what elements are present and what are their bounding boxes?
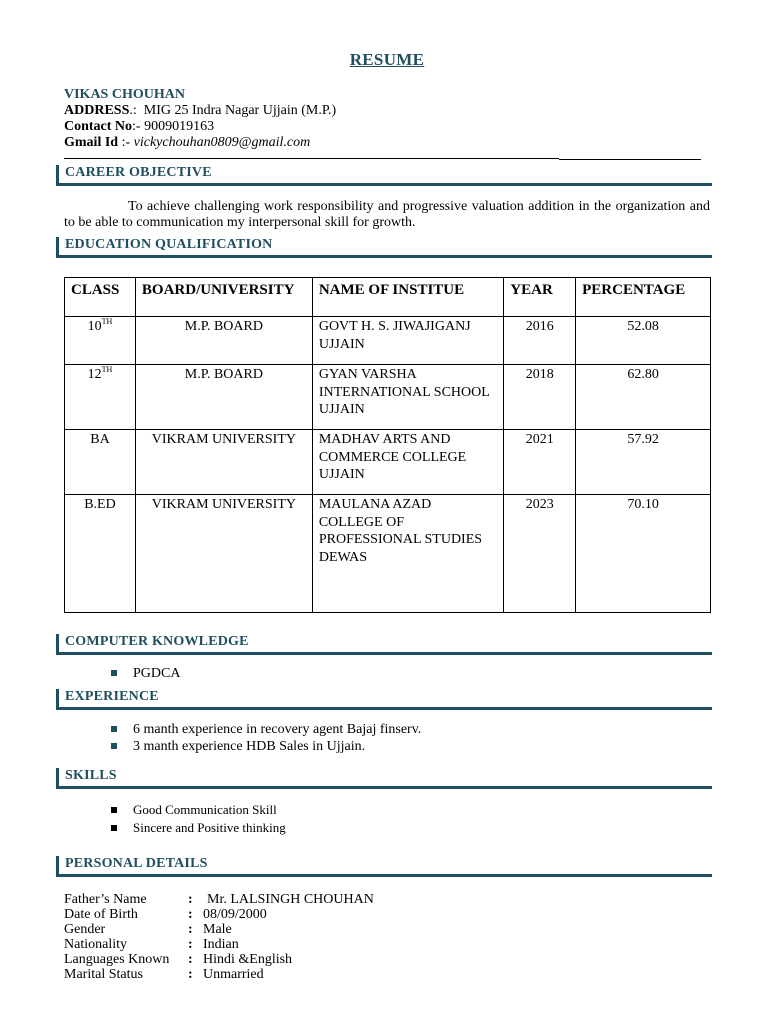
detail-colon: : <box>188 937 193 952</box>
detail-row <box>64 937 464 952</box>
section-education <box>56 237 712 258</box>
address-value: MIG 25 Indra Nagar Ujjain (M.P.) <box>143 103 337 118</box>
list-item <box>111 739 365 755</box>
table-row <box>65 365 711 430</box>
detail-colon: : <box>188 967 193 982</box>
class-superscript: TH <box>101 365 113 374</box>
table-row <box>65 430 711 495</box>
skill-item: Good Communication Skill <box>133 802 277 817</box>
list-item <box>111 722 421 738</box>
header-divider-tail <box>559 159 701 160</box>
objective-body: To achieve challenging work responsibility and progressive valuation addition in the organization and to be able to communication my interpersonal skill for growth. <box>64 199 710 230</box>
header-class: CLASS <box>65 278 136 317</box>
objective-text <box>64 199 710 231</box>
detail-value: 08/09/2000 <box>203 907 267 922</box>
email-value: vickychouhan0809@gmail.com <box>133 135 311 150</box>
detail-value: Male <box>203 922 232 937</box>
detail-value: Mr. LALSINGH CHOUHAN <box>207 892 374 907</box>
bullet-icon <box>111 726 117 732</box>
section-heading: COMPUTER KNOWLEDGE <box>65 634 249 649</box>
resume-title: RESUME <box>349 50 425 69</box>
bullet-icon <box>111 825 117 831</box>
address-line <box>64 103 336 119</box>
class-value: 12 <box>87 367 102 382</box>
detail-colon: : <box>188 892 193 907</box>
class-value: BA <box>90 432 110 447</box>
cell-board: M.P. BOARD <box>135 365 312 430</box>
section-heading: SKILLS <box>65 768 117 783</box>
personal-details-list <box>64 892 464 984</box>
cell-year: 2023 <box>504 495 576 613</box>
section-computer-knowledge <box>56 634 712 655</box>
cell-institute: GOVT H. S. JIWAJIGANJ UJJAIN <box>312 317 503 365</box>
table-row <box>65 317 711 365</box>
education-table <box>64 277 711 613</box>
table-row <box>65 495 711 613</box>
cell-institute: MADHAV ARTS AND COMMERCE COLLEGE UJJAIN <box>312 430 503 495</box>
section-experience <box>56 689 712 710</box>
cell-board: M.P. BOARD <box>135 317 312 365</box>
section-heading: CAREER OBJECTIVE <box>65 165 212 180</box>
class-value: 10 <box>87 319 102 334</box>
bullet-icon <box>111 807 117 813</box>
experience-item: 6 manth experience in recovery agent Bajaj finserv. <box>133 722 422 737</box>
class-value: B.ED <box>84 497 116 512</box>
cell-board: VIKRAM UNIVERSITY <box>135 495 312 613</box>
list-item <box>111 802 277 818</box>
computer-item: PGDCA <box>133 666 181 681</box>
detail-label: Nationality <box>64 937 127 952</box>
section-heading: EXPERIENCE <box>65 689 159 704</box>
detail-colon: : <box>188 952 193 967</box>
detail-row <box>64 892 464 907</box>
header-year: YEAR <box>504 278 576 317</box>
bullet-icon <box>111 743 117 749</box>
experience-item: 3 manth experience HDB Sales in Ujjain. <box>133 739 366 754</box>
cell-institute: MAULANA AZAD COLLEGE OF PROFESSIONAL STUDIES DEWAS <box>312 495 503 613</box>
class-superscript: TH <box>101 317 113 326</box>
detail-colon: : <box>188 922 193 937</box>
contact-label: Contact No <box>64 119 133 134</box>
cell-class <box>65 430 136 495</box>
address-separator: .: <box>129 103 137 118</box>
detail-row <box>64 952 464 967</box>
header-percentage: PERCENTAGE <box>576 278 711 317</box>
contact-separator: :- <box>132 119 141 134</box>
section-heading: PERSONAL DETAILS <box>65 856 208 871</box>
address-label: ADDRESS <box>64 103 130 118</box>
detail-label: Gender <box>64 922 106 937</box>
skill-item: Sincere and Positive thinking <box>133 820 286 835</box>
cell-year: 2016 <box>504 317 576 365</box>
detail-value: Unmarried <box>203 967 264 982</box>
header-institute: NAME OF INSTITUE <box>312 278 503 317</box>
email-line <box>64 135 310 151</box>
contact-value: 9009019163 <box>144 119 215 134</box>
cell-class <box>65 495 136 613</box>
detail-row <box>64 907 464 922</box>
email-label: Gmail Id <box>64 135 119 150</box>
cell-percentage: 62.80 <box>576 365 711 430</box>
cell-percentage: 52.08 <box>576 317 711 365</box>
candidate-name: VIKAS CHOUHAN <box>64 87 185 102</box>
detail-row <box>64 922 464 937</box>
detail-label: Marital Status <box>64 967 143 982</box>
detail-colon: : <box>188 907 193 922</box>
cell-class <box>65 317 136 365</box>
detail-label: Languages Known <box>64 952 170 967</box>
contact-line <box>64 119 214 135</box>
detail-value: Indian <box>203 937 239 952</box>
section-career-objective <box>56 165 712 186</box>
cell-percentage: 70.10 <box>576 495 711 613</box>
cell-year: 2018 <box>504 365 576 430</box>
detail-value: Hindi &English <box>203 952 293 967</box>
section-skills <box>56 768 712 789</box>
section-personal-details <box>56 856 712 877</box>
detail-label: Date of Birth <box>64 907 138 922</box>
bullet-icon <box>111 670 117 676</box>
detail-row <box>64 967 464 982</box>
cell-institute: GYAN VARSHA INTERNATIONAL SCHOOL UJJAIN <box>312 365 503 430</box>
cell-year: 2021 <box>504 430 576 495</box>
table-header-row <box>65 278 711 317</box>
email-separator: :- <box>121 135 131 150</box>
cell-percentage: 57.92 <box>576 430 711 495</box>
cell-class <box>65 365 136 430</box>
cell-board: VIKRAM UNIVERSITY <box>135 430 312 495</box>
list-item <box>111 820 286 836</box>
header-board: BOARD/UNIVERSITY <box>135 278 312 317</box>
section-heading: EDUCATION QUALIFICATION <box>65 237 273 252</box>
header-divider <box>64 158 559 159</box>
list-item <box>111 666 180 682</box>
detail-label: Father’s Name <box>64 892 147 907</box>
